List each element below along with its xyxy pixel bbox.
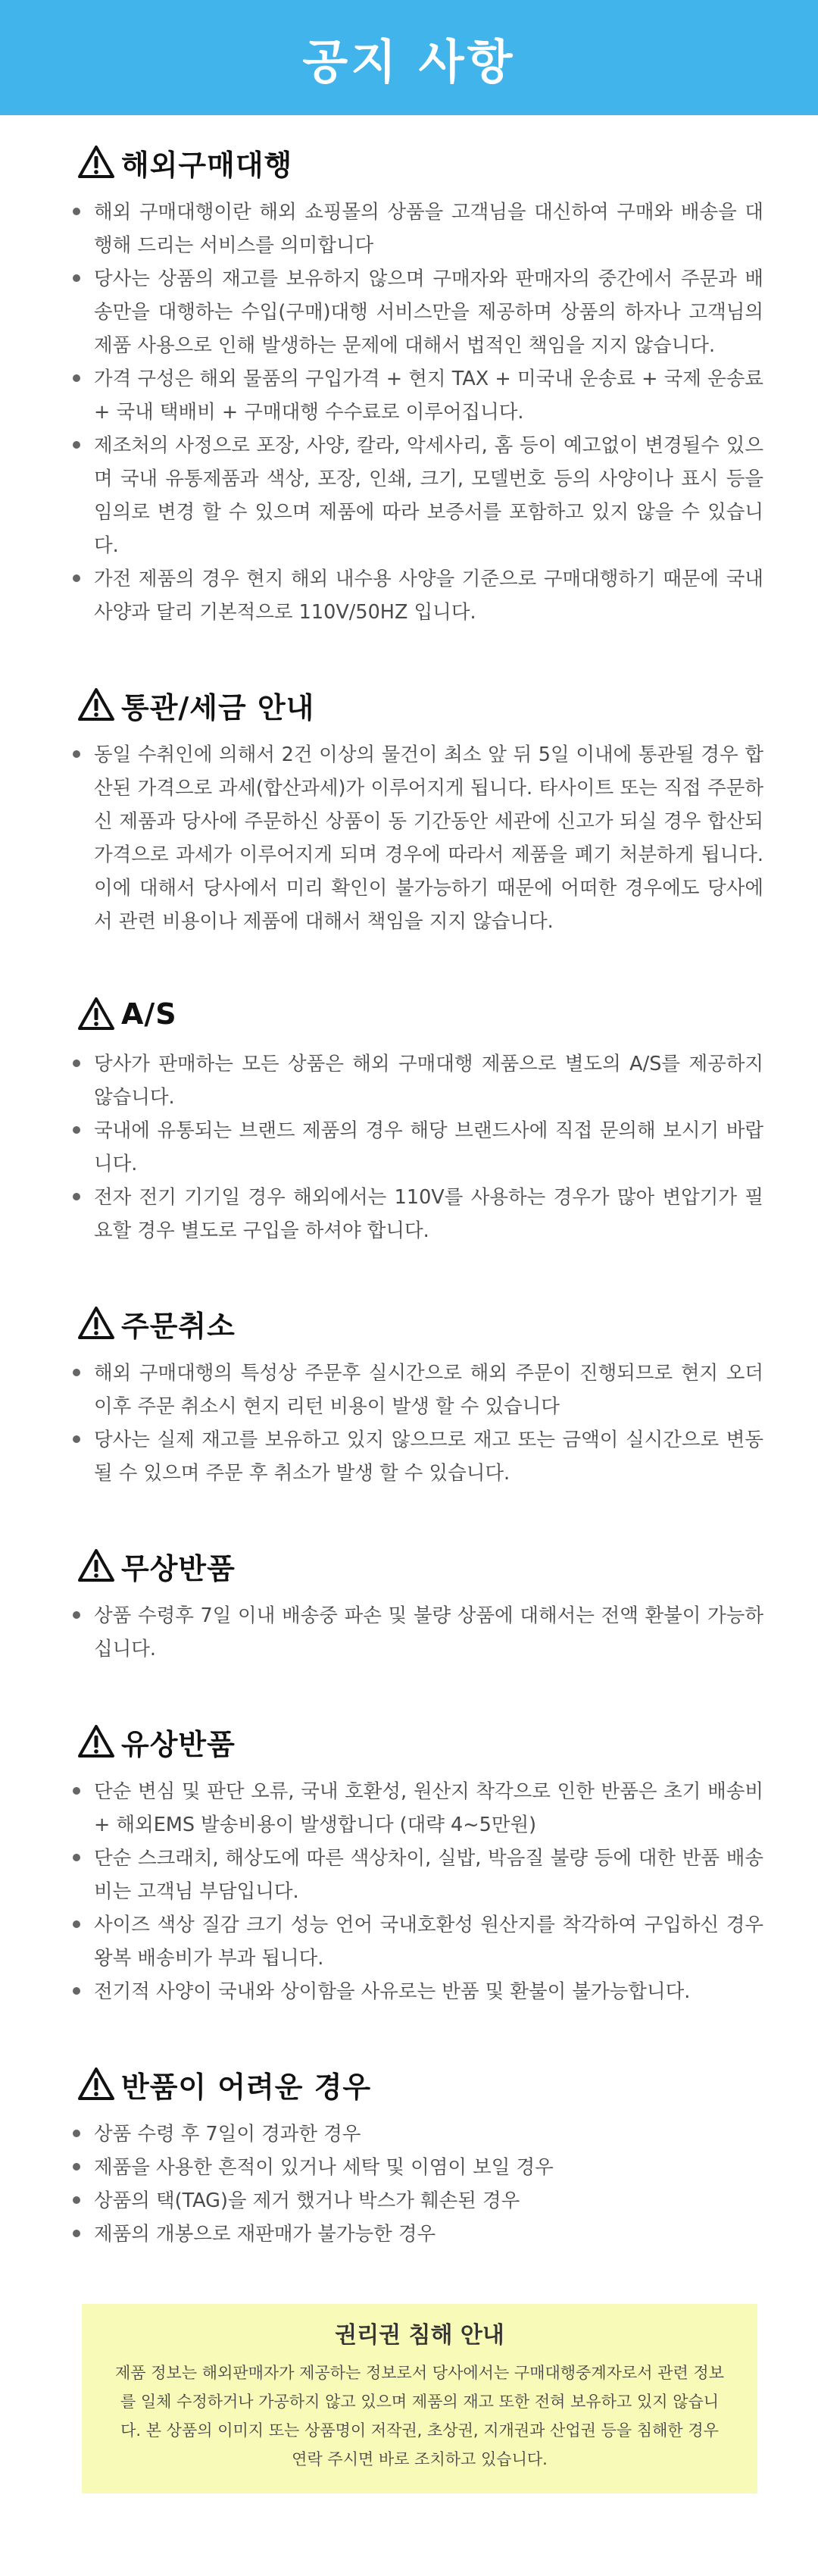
section-heading	[77, 139, 763, 185]
bullet-list	[74, 1047, 763, 1247]
list-item: 단순 변심 및 판단 오류, 국내 호환성, 원산지 착각으로 인한 반품은 초기 배송비 + 해외EMS 발송비용이 발생합니다 (대략 4~5만원)	[94, 1775, 763, 1842]
notice-title: 권리권 침해 안내	[335, 2322, 504, 2349]
content	[0, 115, 818, 2493]
bullet-list	[74, 2117, 763, 2251]
list-item: 동일 수취인에 의해서 2건 이상의 물건이 최소 앞 뒤 5일 이내에 통관될 경우 합산된 가격으로 과세(합산과세)가 이루어지게 됩니다. 타사이트 또는 직접 주문하신 제품과 당사에 주문하신 상품이 동 기간동안 세관에 신고가 되실 경우 합산되 가격으로 과세가 이루어지게 되며 경우에 따라서 제품을 폐기 처분하게 됩니다. 이에 대해서 당사에서 미리 확인이 불가능하기 때문에 어떠한 경우에도 당사에서 관련 비용이나 제품에 대해서 책임을 지지 않습니다.	[94, 738, 763, 938]
section-heading	[77, 1543, 763, 1588]
list-item: 제조처의 사정으로 포장, 사양, 칼라, 악세사리, 홈 등이 예고없이 변경될수 있으며 국내 유통제품과 색상, 포장, 인쇄, 크기, 모델번호 등의 사양이나 표시 등을 임의로 변경 할 수 있으며 제품에 따라 보증서를 포함하고 있지 않을 수 있습니다.	[94, 429, 763, 562]
section-title: 무상반품	[121, 1551, 236, 1585]
list-item: 가격 구성은 해외 물품의 구입가격 + 현지 TAX + 미국내 운송료 + 국제 운송료 + 국내 택배비 + 구매대행 수수료로 이루어집니다.	[94, 362, 763, 429]
section-title: 통관/세금 안내	[121, 690, 315, 725]
page-header	[0, 0, 818, 115]
bullet-list	[74, 1775, 763, 2008]
section-title: 반품이 어려운 경우	[121, 2070, 372, 2104]
notice-body: 제품 정보는 해외판매자가 제공하는 정보로서 당사에서는 구매대행중계자로서 관련 정보를 일체 수정하거나 가공하지 않고 있으며 제품의 재고 또한 전혀 보유하고 있지 않습니다. 본 상품의 이미지 또는 상품명이 저작권, 초상권, 지개권과 산업권 등을 침해한 경우 연락 주시면 바로 조치하고 있습니다.	[115, 2364, 724, 2468]
warning-icon	[77, 1306, 115, 1341]
list-item: 당사는 상품의 재고를 보유하지 않으며 구매자와 판매자의 중간에서 주문과 배송만을 대행하는 수입(구매)대행 서비스만을 제공하며 상품의 하자나 고객님의 제품 사용으로 인해 발생하는 문제에 대해서 법적인 책임을 지지 않습니다.	[94, 262, 763, 362]
section-title: A/S	[121, 997, 177, 1031]
section-title: 유상반품	[121, 1727, 236, 1761]
list-item: 당사는 실제 재고를 보유하고 있지 않으므로 재고 또는 금액이 실시간으로 변동 될 수 있으며 주문 후 취소가 발생 할 수 있습니다.	[94, 1423, 763, 1490]
rights-notice-box	[82, 2304, 757, 2493]
warning-icon	[77, 1724, 115, 1759]
list-item: 상품 수령후 7일 이내 배송중 파손 및 불량 상품에 대해서는 전액 환불이 가능하십니다.	[94, 1599, 763, 1666]
section-heading	[77, 991, 763, 1037]
bullet-list	[74, 1357, 763, 1490]
list-item: 상품 수령 후 7일이 경과한 경우	[94, 2117, 763, 2151]
warning-icon	[77, 2067, 115, 2102]
list-item: 전기적 사양이 국내와 상이함을 사유로는 반품 및 환불이 불가능합니다.	[94, 1975, 763, 2008]
list-item: 제품의 개봉으로 재판매가 불가능한 경우	[94, 2218, 763, 2251]
list-item: 전자 전기 기기일 경우 해외에서는 110V를 사용하는 경우가 많아 변압기가 필요할 경우 별도로 구입을 하셔야 합니다.	[94, 1181, 763, 1247]
list-item: 당사가 판매하는 모든 상품은 해외 구매대행 제품으로 별도의 A/S를 제공하지 않습니다.	[94, 1047, 763, 1114]
list-item: 단순 스크래치, 해상도에 따른 색상차이, 실밥, 박음질 불량 등에 대한 반품 배송비는 고객님 부담입니다.	[94, 1842, 763, 1908]
section-paid-return	[74, 1719, 763, 2008]
list-item: 해외 구매대행이란 해외 쇼핑몰의 상품을 고객님을 대신하여 구매와 배송을 대행해 드리는 서비스를 의미합니다	[94, 196, 763, 262]
list-item: 제품을 사용한 흔적이 있거나 세탁 및 이염이 보일 경우	[94, 2151, 763, 2184]
bullet-list	[74, 196, 763, 629]
sections-list	[74, 139, 763, 2251]
section-title: 해외구매대행	[121, 148, 293, 182]
section-non-returnable	[74, 2061, 763, 2251]
bullet-list	[74, 738, 763, 938]
warning-icon	[77, 1548, 115, 1583]
section-customs-tax	[74, 682, 763, 938]
list-item: 가전 제품의 경우 현지 해외 내수용 사양을 기준으로 구매대행하기 때문에 국내사양과 달리 기본적으로 110V/50HZ 입니다.	[94, 562, 763, 629]
list-item: 사이즈 색상 질감 크기 성능 언어 국내호환성 원산지를 착각하여 구입하신 경우 왕복 배송비가 부과 됩니다.	[94, 1908, 763, 1975]
section-after-service	[74, 991, 763, 1247]
section-order-cancel	[74, 1301, 763, 1490]
warning-icon	[77, 997, 115, 1031]
section-free-return	[74, 1543, 763, 1666]
section-title: 주문취소	[121, 1309, 236, 1343]
section-heading	[77, 1301, 763, 1346]
list-item: 국내에 유통되는 브랜드 제품의 경우 해당 브랜드사에 직접 문의해 보시기 바랍니다.	[94, 1114, 763, 1181]
warning-icon	[77, 687, 115, 722]
list-item: 상품의 택(TAG)을 제거 했거나 박스가 훼손된 경우	[94, 2184, 763, 2218]
section-heading	[77, 682, 763, 728]
section-heading	[77, 1719, 763, 1764]
warning-icon	[77, 145, 115, 180]
section-heading	[77, 2061, 763, 2107]
section-overseas-purchase	[74, 139, 763, 629]
bullet-list	[74, 1599, 763, 1666]
page-title: 공지 사항	[302, 33, 516, 89]
list-item: 해외 구매대행의 특성상 주문후 실시간으로 해외 주문이 진행되므로 현지 오더 이후 주문 취소시 현지 리턴 비용이 발생 할 수 있습니다	[94, 1357, 763, 1423]
